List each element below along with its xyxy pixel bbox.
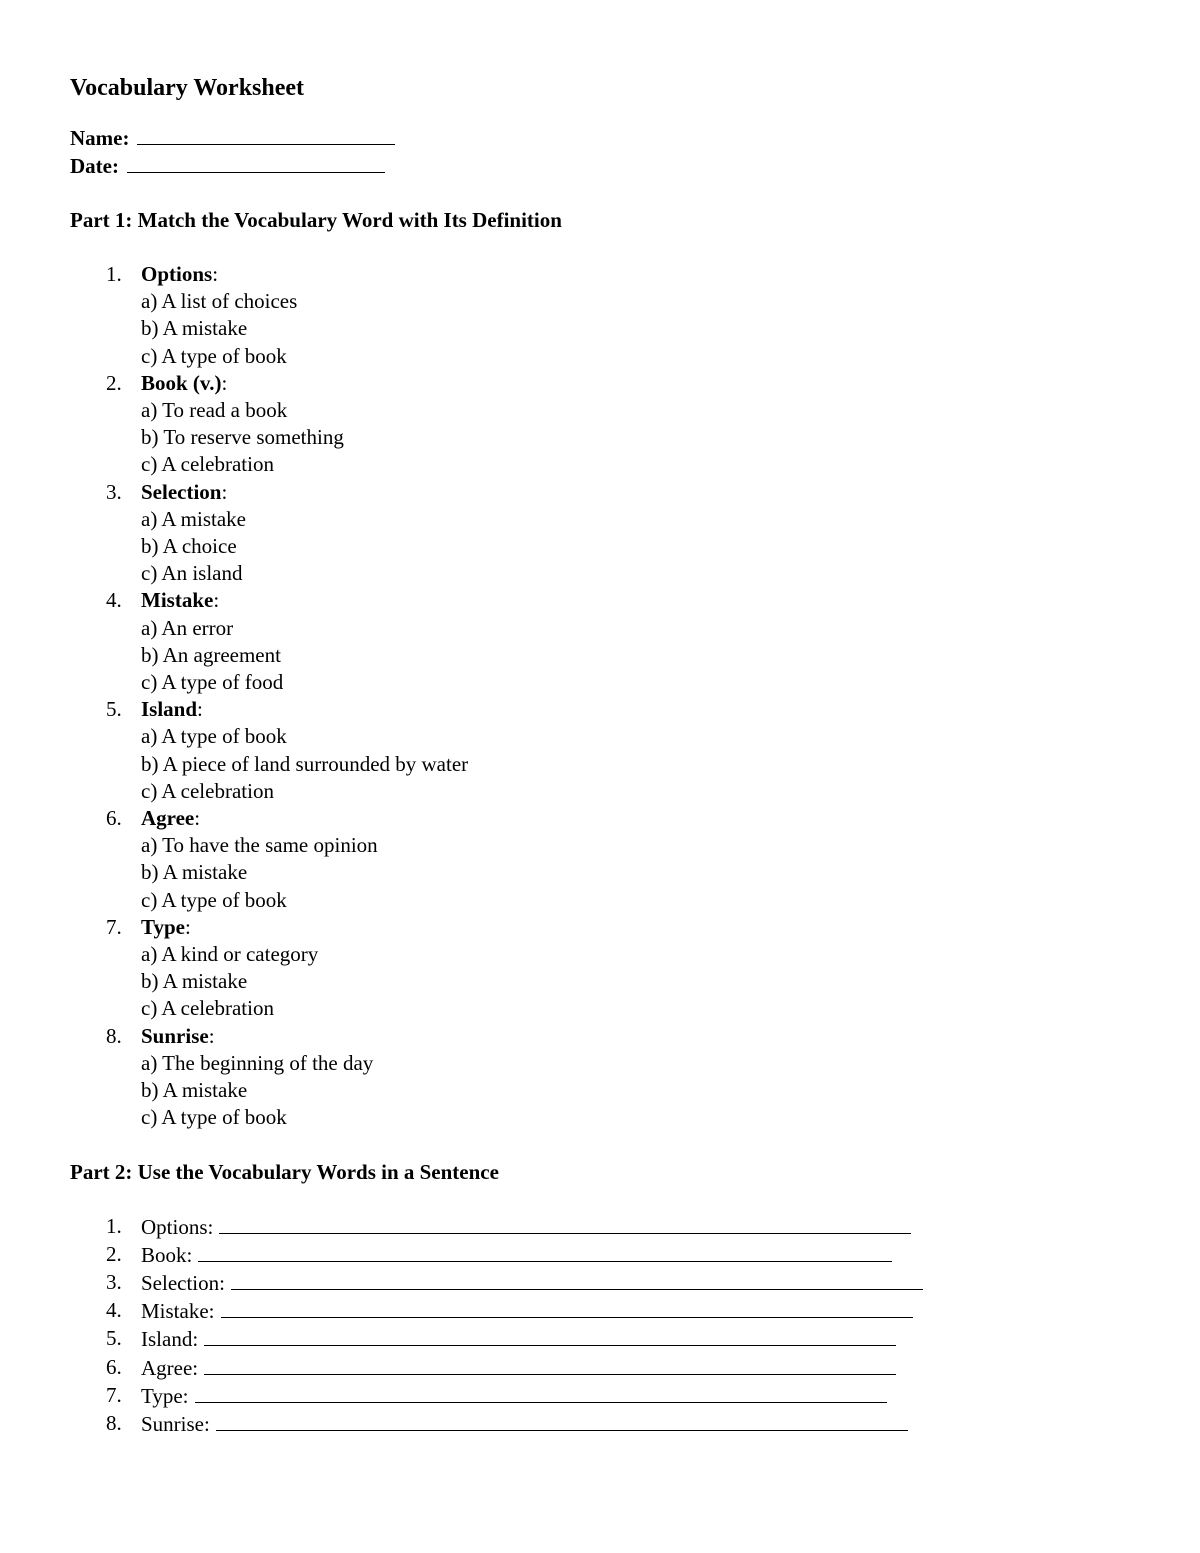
sentence-answer-field[interactable] — [204, 1354, 896, 1375]
question-number: 1. — [106, 262, 122, 286]
sentence-item — [70, 1241, 1130, 1269]
answer-option[interactable]: a) A list of choices — [141, 289, 298, 314]
question-word-line — [141, 479, 1130, 506]
question-word-line — [141, 914, 1130, 941]
answer-option[interactable]: c) A type of book — [141, 343, 287, 368]
sentence-answer-field[interactable] — [198, 1241, 892, 1262]
question-word-line — [141, 370, 1130, 397]
question-word-line — [141, 587, 1130, 614]
part2-sentence-list — [70, 1213, 1130, 1439]
sentence-item — [70, 1325, 1130, 1353]
answer-option[interactable]: b) A choice — [141, 534, 237, 559]
sentence-word-label: Agree: — [141, 1355, 199, 1380]
sentence-number: 5. — [106, 1326, 122, 1351]
answer-option[interactable]: c) A celebration — [141, 452, 274, 477]
vocabulary-word: Mistake — [141, 588, 214, 613]
question-word-line — [141, 696, 1130, 723]
sentence-word-label: Book: — [141, 1242, 193, 1267]
question-word-line — [141, 261, 1130, 288]
answer-option[interactable]: a) A kind or category — [141, 942, 319, 967]
sentence-answer-field[interactable] — [216, 1410, 908, 1431]
sentence-number: 3. — [106, 1269, 122, 1294]
worksheet-page — [70, 70, 1130, 1438]
sentence-number: 6. — [106, 1354, 122, 1379]
sentence-item — [70, 1269, 1130, 1297]
answer-option[interactable]: b) A piece of land surrounded by water — [141, 751, 469, 776]
question-number: 7. — [106, 914, 122, 939]
answer-option[interactable]: b) A mistake — [141, 969, 248, 994]
colon: : — [221, 370, 228, 395]
answer-option[interactable]: c) A type of book — [141, 1105, 287, 1130]
question-word-line — [141, 1023, 1130, 1050]
name-label: Name: — [70, 126, 130, 150]
question-word-line — [141, 805, 1130, 832]
vocabulary-word: Island — [141, 697, 198, 722]
sentence-number: 4. — [106, 1298, 122, 1323]
answer-option[interactable]: b) A mistake — [141, 860, 248, 885]
sentence-answer-field[interactable] — [195, 1382, 887, 1403]
question-number: 6. — [106, 806, 122, 831]
question-item — [70, 1023, 1130, 1132]
sentence-answer-field[interactable] — [204, 1325, 896, 1346]
answer-option[interactable]: b) An agreement — [141, 642, 281, 667]
colon: : — [212, 262, 219, 286]
sentence-word-label: Type: — [141, 1383, 189, 1408]
sentence-answer-field[interactable] — [221, 1297, 913, 1318]
page-title: Vocabulary Worksheet — [70, 75, 305, 101]
sentence-item — [70, 1354, 1130, 1382]
sentence-item — [70, 1382, 1130, 1410]
colon: : — [208, 1023, 215, 1048]
date-field[interactable] — [127, 152, 385, 173]
part2-title: Part 2: Use the Vocabulary Words in a Sentence — [70, 1159, 499, 1184]
sentence-answer-field[interactable] — [231, 1269, 923, 1290]
question-item — [70, 370, 1130, 479]
answer-option[interactable]: c) A type of book — [141, 887, 287, 912]
date-row — [70, 152, 1130, 180]
question-number: 2. — [106, 370, 122, 395]
sentence-number: 8. — [106, 1410, 122, 1435]
answer-option[interactable]: a) A type of book — [141, 724, 287, 749]
vocabulary-word: Selection — [141, 479, 222, 504]
answer-option[interactable]: a) To read a book — [141, 398, 288, 423]
answer-option[interactable]: a) The beginning of the day — [141, 1050, 374, 1075]
question-number: 3. — [106, 479, 122, 504]
question-item — [70, 479, 1130, 588]
name-row — [70, 124, 1130, 152]
answer-option[interactable]: a) To have the same opinion — [141, 833, 378, 858]
vocabulary-word: Type — [141, 914, 185, 939]
colon: : — [213, 588, 220, 613]
question-number: 5. — [106, 697, 122, 722]
date-label: Date: — [70, 154, 119, 178]
sentence-word-label: Mistake: — [141, 1299, 215, 1324]
sentence-word-label: Options: — [141, 1214, 214, 1239]
question-number: 8. — [106, 1023, 122, 1048]
answer-option[interactable]: c) An island — [141, 561, 243, 586]
vocabulary-word: Book (v.) — [141, 370, 222, 395]
sentence-item — [70, 1410, 1130, 1438]
sentence-word-label: Selection: — [141, 1270, 225, 1295]
name-field[interactable] — [137, 124, 395, 145]
sentence-item — [70, 1297, 1130, 1325]
answer-option[interactable]: b) A mistake — [141, 316, 248, 341]
sentence-item — [70, 1213, 1130, 1241]
question-item — [70, 587, 1130, 696]
answer-option[interactable]: a) An error — [141, 615, 234, 640]
sentence-number: 2. — [106, 1241, 122, 1266]
colon: : — [197, 697, 203, 722]
answer-option[interactable]: c) A celebration — [141, 778, 274, 803]
question-item — [70, 914, 1130, 1023]
question-item — [70, 696, 1130, 805]
colon: : — [221, 479, 228, 504]
colon: : — [194, 806, 201, 831]
sentence-number: 1. — [106, 1213, 122, 1238]
part1-question-list — [70, 261, 1130, 1132]
question-item — [70, 805, 1130, 914]
answer-option[interactable]: a) A mistake — [141, 506, 246, 531]
question-number: 4. — [106, 588, 122, 613]
sentence-word-label: Sunrise: — [141, 1411, 210, 1436]
question-item — [70, 261, 1130, 370]
part1-title: Part 1: Match the Vocabulary Word with Its Definition — [70, 208, 562, 232]
colon: : — [184, 914, 191, 939]
answer-option[interactable]: b) To reserve something — [141, 425, 344, 450]
sentence-word-label: Island: — [141, 1327, 199, 1352]
vocabulary-word: Agree — [141, 806, 195, 831]
answer-option[interactable]: b) A mistake — [141, 1078, 248, 1103]
answer-option[interactable]: c) A type of food — [141, 670, 284, 695]
answer-option[interactable]: c) A celebration — [141, 996, 274, 1021]
vocabulary-word: Options — [141, 262, 213, 286]
vocabulary-word: Sunrise — [141, 1023, 209, 1048]
sentence-answer-field[interactable] — [219, 1213, 911, 1234]
sentence-number: 7. — [106, 1382, 122, 1407]
